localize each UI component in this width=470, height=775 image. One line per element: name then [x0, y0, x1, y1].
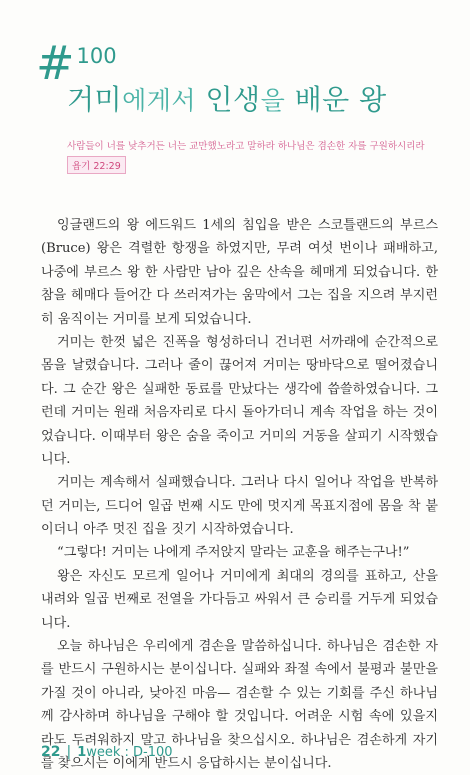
- text-line: 몸을 날렸습니다. 그러나 줄이 끊어져 거미는 땅바닥으로 떨어졌습니: [41, 358, 438, 374]
- text-line: 니다.: [41, 451, 71, 467]
- text-line: 었습니다. 이때부터 왕은 숨을 죽이고 거미의 거동을 살피기 시작했습: [41, 428, 438, 444]
- text-line: 거미는 한껏 넓은 진폭을 형성하더니 건너편 서까래에 순간적으로: [57, 334, 438, 350]
- paragraph: [41, 471, 438, 541]
- text-line: “그렇다! 거미는 나에게 주저앉지 말라는 교훈을 해주는구나!”: [57, 545, 410, 561]
- title-part-1: 거미: [67, 83, 123, 116]
- body-text: [41, 214, 438, 775]
- chapter-number: 100: [76, 44, 117, 68]
- paragraph: [41, 541, 438, 564]
- footer-separator: |: [66, 744, 72, 760]
- text-line: 를 반드시 구원하시는 분이십니다. 실패와 좌절 속에서 불평과 불만을: [41, 662, 438, 678]
- text-line: 거미는 계속해서 실패했습니다. 그러나 다시 일어나 작업을 반복하: [57, 475, 438, 491]
- verse-reference: 욥기 22:29: [67, 156, 126, 174]
- week-label: week : D-100: [86, 745, 173, 760]
- text-line: 다. 그 순간 왕은 실패한 동료를 만났다는 생각에 씁쓸하였습니다. 그: [41, 381, 438, 397]
- title-part-5: 배운 왕: [285, 83, 387, 116]
- page-footer: [41, 741, 173, 760]
- text-line: 런데 거미는 원래 처음자리로 다시 돌아가더니 계속 작업을 하는 것이: [41, 405, 438, 421]
- text-line: 히 움직이는 거미를 보게 되었습니다.: [41, 311, 252, 327]
- text-line: 던 거미는, 드디어 일곱 번째 시도 만에 멋지게 목표지점에 몸을 착 붙: [41, 498, 438, 514]
- hash-symbol: #: [36, 36, 75, 90]
- week-number: 1: [77, 745, 87, 760]
- text-line: 참을 헤매다 들어간 다 쓰러져가는 움막에서 그는 집을 지으려 부지런: [41, 288, 438, 304]
- title-part-4: 을: [260, 86, 286, 115]
- text-line: 잉글랜드의 왕 에드워드 1세의 침입을 받은 스코틀랜드의 부르스: [57, 218, 438, 233]
- text-line: 를 찾으시는 이에게 반드시 응답하시는 분이십니다.: [41, 755, 332, 771]
- text-line: 이더니 아주 멋진 집을 짓기 시작하였습니다.: [41, 522, 294, 538]
- chapter-title: [67, 78, 387, 118]
- title-part-2: 에게서: [122, 86, 197, 115]
- bible-verse: 사람들이 너를 낮추거든 너는 교만했노라고 말하라 하나님은 겸손한 자를 구원하시리라: [67, 141, 425, 152]
- title-part-3: 인생: [196, 83, 261, 116]
- text-line: 왕은 자신도 모르게 일어나 거미에게 최대의 경의를 표하고, 산을: [57, 568, 438, 584]
- text-line: 가질 것이 아니라, 낮아진 마음— 겸손할 수 있는 기회를 주신 하나님: [41, 685, 438, 701]
- text-line: 께 감사하며 하나님을 구해야 할 것입니다. 어려운 시험 속에 있을지: [41, 709, 438, 725]
- text-line: 오늘 하나님은 우리에게 겸손을 말씀하십니다. 하나님은 겸손한 자: [57, 639, 438, 655]
- text-line: 나중에 부르스 왕 한 사람만 남아 깊은 산속을 헤매게 되었습니다. 한: [41, 264, 438, 280]
- paragraph: [41, 214, 438, 331]
- paragraph: [41, 565, 438, 635]
- text-line: 니다.: [41, 615, 71, 631]
- page-number: 22: [41, 744, 61, 760]
- text-line: 내려와 일곱 번째로 전열을 가다듬고 싸워서 큰 승리를 거두게 되었습: [41, 592, 438, 608]
- text-line: (Bruce) 왕은 격렬한 항쟁을 하였지만, 무려 여섯 번이나 패배하고,: [41, 241, 438, 257]
- paragraph: [41, 331, 438, 471]
- text-line: 라도 두려워하지 말고 하나님을 찾으십시오. 하나님은 겸손하게 자기: [41, 732, 438, 748]
